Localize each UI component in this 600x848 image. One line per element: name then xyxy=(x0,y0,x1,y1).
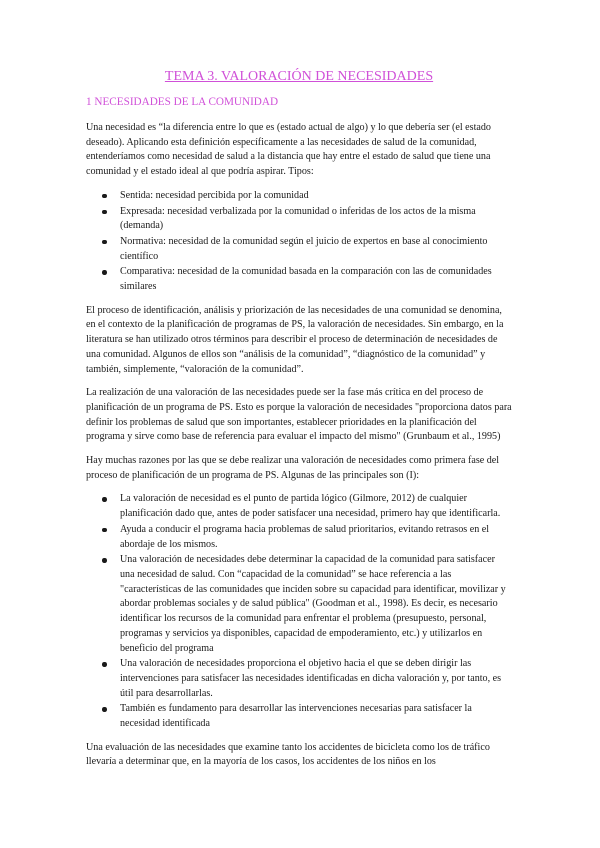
list-item xyxy=(120,205,512,234)
bullet-icon xyxy=(102,707,107,712)
list-item xyxy=(120,657,512,701)
reasons-list xyxy=(86,492,512,731)
paragraph-process: El proceso de identificación, análisis y priorización de las necesidades de una comunidad se denomina, en el contexto de la planificación de programas de PS, la valoración de necesidades. Sin embargo, en la literatura se han utilizado otros términos para describir el proceso de determinación de necesidades de una comunidad. Algunos de ellos son “análisis de la comunidad”, “diagnóstico de la comunidad” y también, simplemente, “valoración de la comunidad”. xyxy=(86,304,504,375)
bullet-icon xyxy=(102,270,107,275)
bullet-icon xyxy=(102,194,107,199)
paragraph-evaluation: Una evaluación de las necesidades que examine tanto los accidentes de bicicleta como los de tráfico llevaría a determinar que, en la mayoría de los casos, los accidentes de los niños en los xyxy=(86,741,490,768)
bullet-icon xyxy=(102,528,107,533)
types-list xyxy=(86,189,512,295)
list-item xyxy=(120,492,512,521)
list-item-text: Una valoración de necesidades debe determinar la capacidad de la comunidad para satisfacer una necesidad de salud. Con “capacidad de la comunidad” se hace referencia a las "características de las comunidades que inciden sobre su capacidad para identificar, movilizar y abordar problemas sociales y de salud pública" (Goodman et al., 1998). Es decir, es necesario identificar los recursos de la comunidad para enfrentar el problema (presupuesto, personal, programas y servicios ya disponibles, capacidad de empoderamiento, etc.) y utilizarlos en beneficio del programa xyxy=(120,554,506,654)
paragraph-definition: Una necesidad es “la diferencia entre lo que es (estado actual de algo) y lo que debería ser (el estado deseado). Aplicando esta definición específicamente a las necesidades de salud de la comunidad, entenderíamos como necesidad de salud a la distancia que hay entre el estado de salud que tiene una comunidad y el estado ideal al que podría aspirar. Tipos: xyxy=(86,122,491,178)
list-item xyxy=(120,235,512,264)
bullet-icon xyxy=(102,497,107,502)
list-item-text: La valoración de necesidad es el punto de partida lógico (Gilmore, 2012) de cualquier planificación dado que, antes de poder satisfacer una necesidad, primero hay que identificarla. xyxy=(120,493,501,520)
bullet-icon xyxy=(102,558,107,563)
list-item-text: Sentida: necesidad percibida por la comunidad xyxy=(120,189,309,201)
list-item xyxy=(120,702,512,731)
document-title: TEMA 3. VALORACIÓN DE NECESIDADES xyxy=(164,69,434,84)
paragraph-critical-phase: La realización de una valoración de las necesidades puede ser la fase más crítica en del proceso de planificación de un programa de PS. Esto es porque la valoración de necesidades "proporciona datos para definir los problemas de salud que son importantes, establecer prioridades en la planificación del programa y sirve como base de referencia para evaluar el impacto del mismo" (Grunbaum et al., 1995) xyxy=(86,387,512,443)
list-item-text: Ayuda a conducir el programa hacia problemas de salud prioritarios, evitando retrasos en el abordaje de los mismos. xyxy=(120,523,490,550)
paragraph-reasons-intro: Hay muchas razones por las que se debe realizar una valoración de necesidades como primera fase del proceso de planificación de un programa de PS. Algunas de las principales son (I): xyxy=(86,455,500,481)
list-item xyxy=(120,265,512,294)
list-item xyxy=(120,553,512,656)
bullet-icon xyxy=(102,240,107,245)
list-item xyxy=(120,523,512,552)
list-item-text: Comparativa: necesidad de la comunidad basada en la comparación con las de comunidades similares xyxy=(120,266,492,293)
list-item-text: También es fundamento para desarrollar las intervenciones necesarias para satisfacer la necesidad identificada xyxy=(120,703,472,730)
section-heading: 1 NECESIDADES DE LA COMUNIDAD xyxy=(86,96,279,108)
bullet-icon xyxy=(102,210,107,215)
list-item xyxy=(120,189,512,204)
bullet-icon xyxy=(102,662,107,667)
list-item-text: Normativa: necesidad de la comunidad según el juicio de expertos en base al conocimiento científico xyxy=(120,235,488,262)
list-item-text: Expresada: necesidad verbalizada por la comunidad o inferidas de los actos de la misma (demanda) xyxy=(120,205,476,232)
list-item-text: Una valoración de necesidades proporciona el objetivo hacia el que se deben dirigir las intervenciones para satisfacer las necesidades identificadas en dicha valoración y, por tanto, es útil para desarrollarlas. xyxy=(120,658,502,699)
